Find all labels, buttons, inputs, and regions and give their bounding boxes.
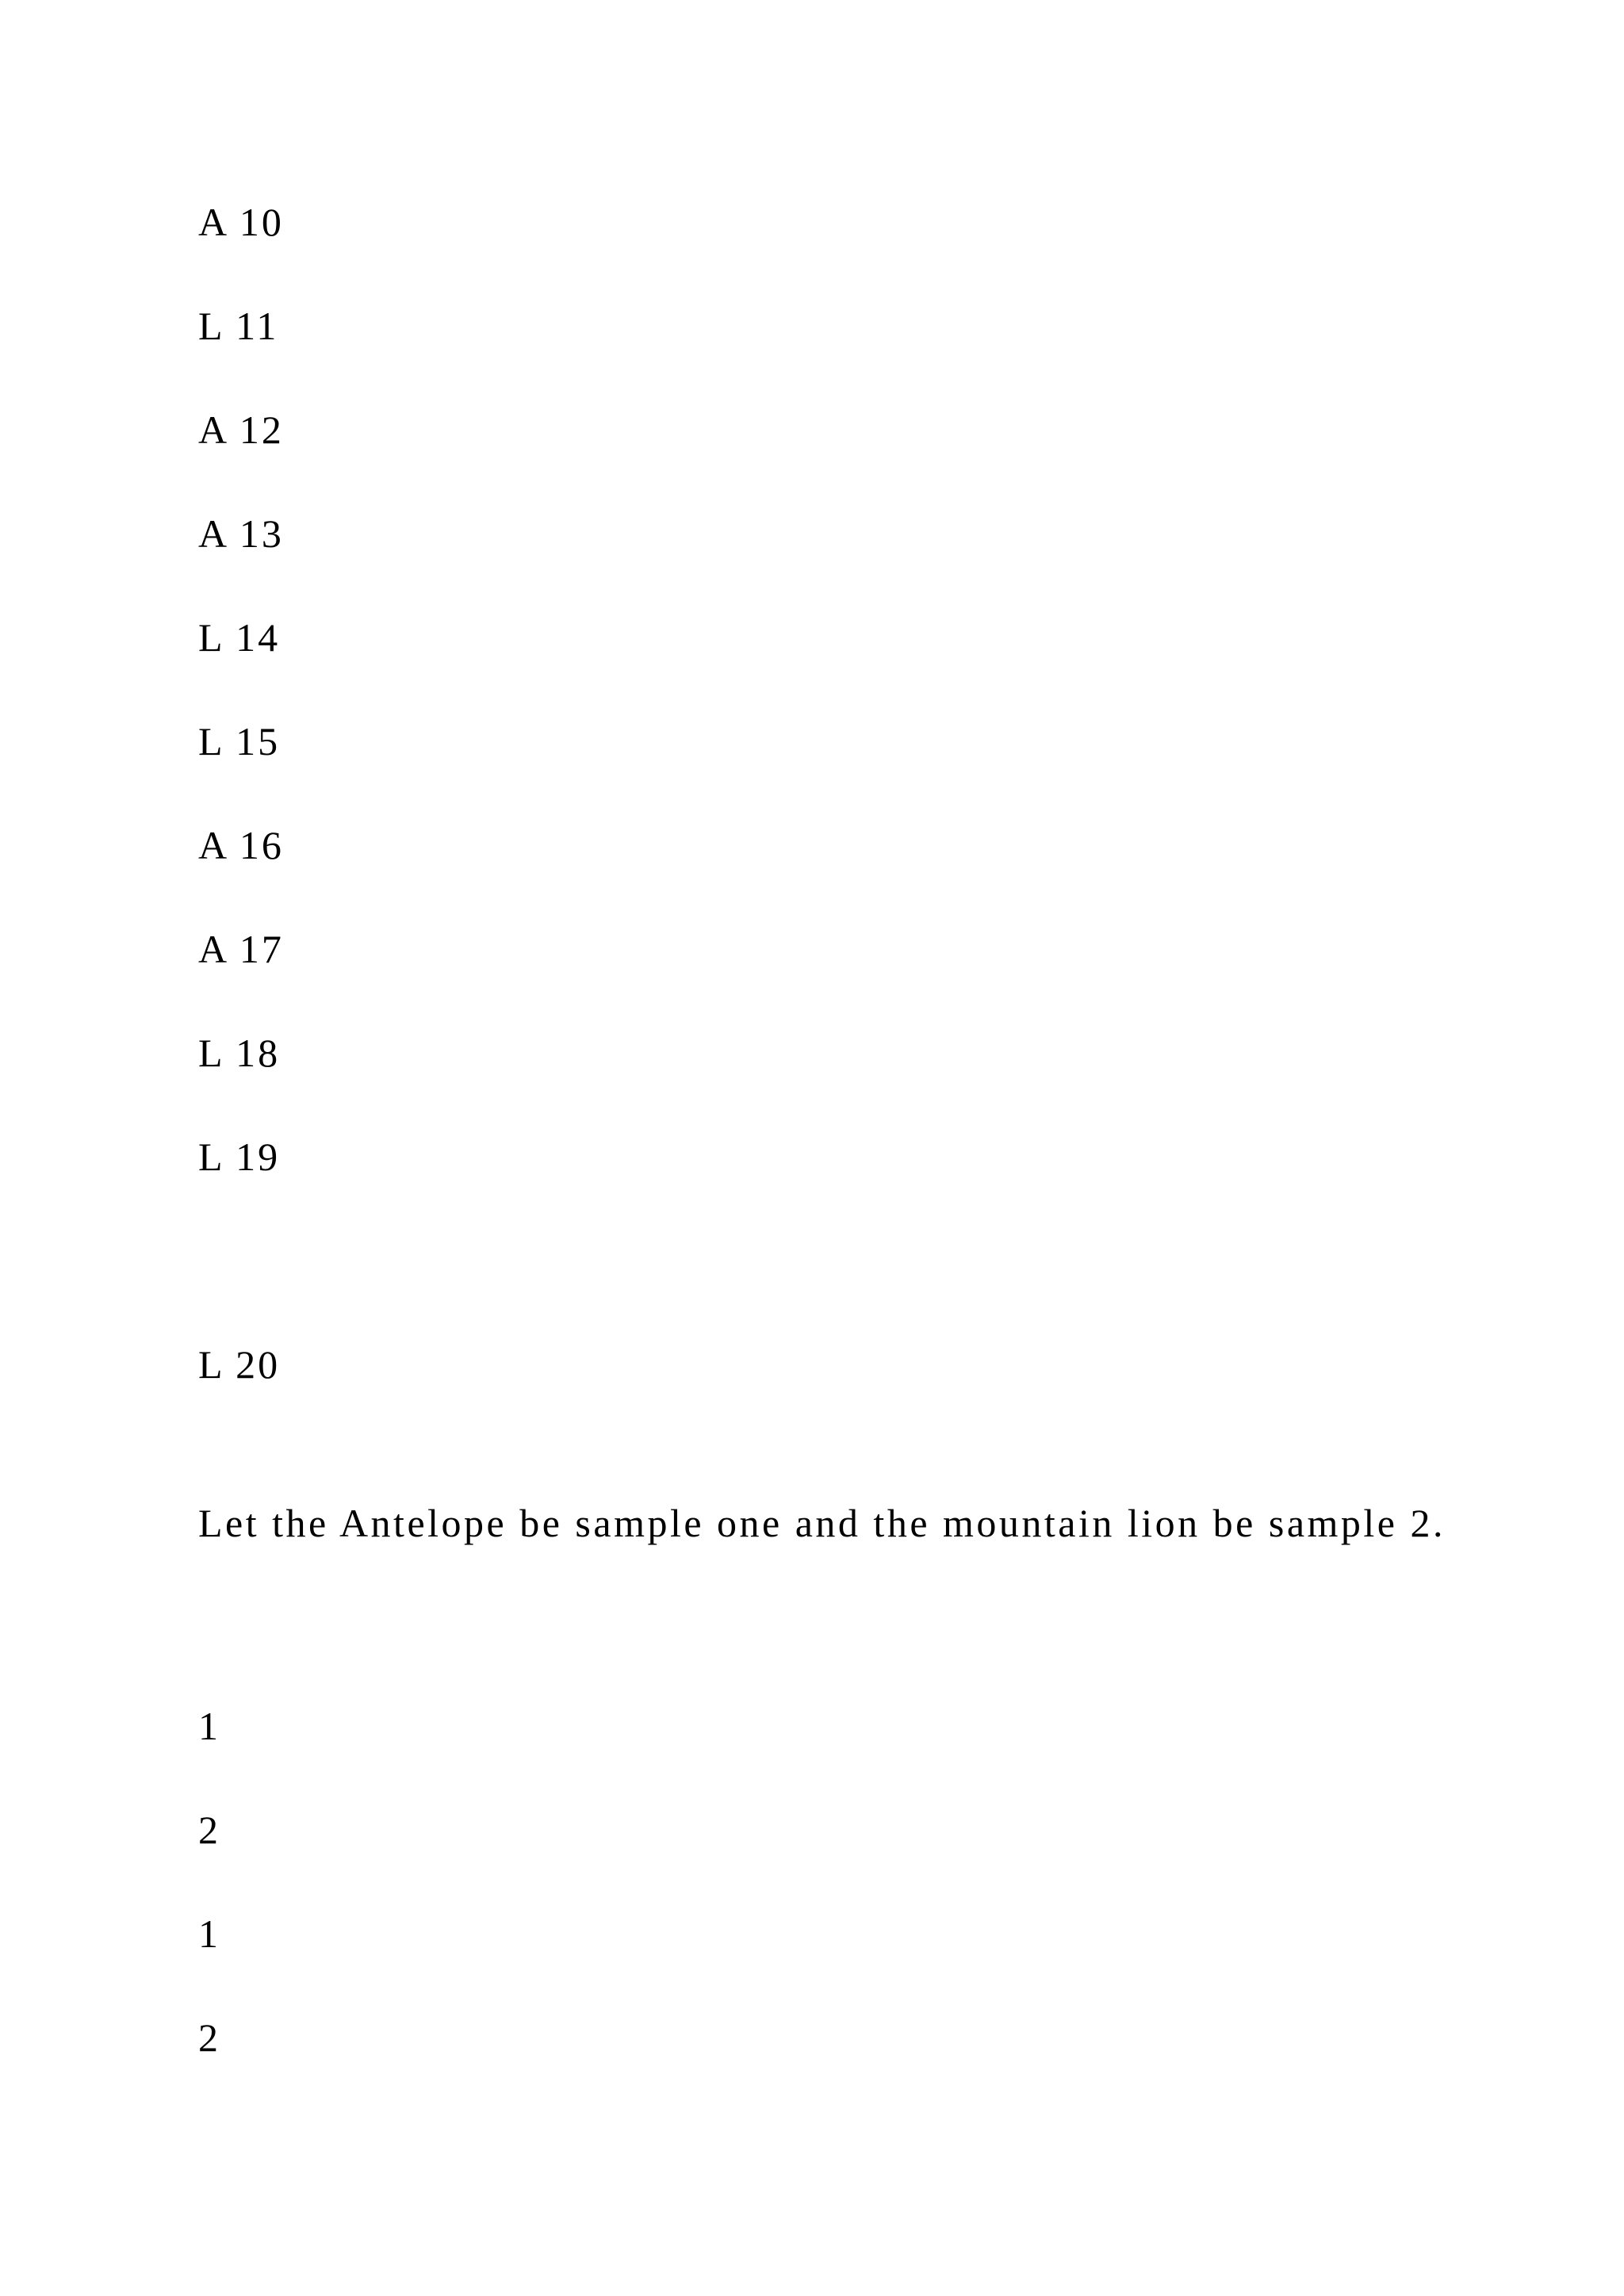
entry-line: L 11 xyxy=(198,304,279,348)
entry-line: A 12 xyxy=(198,408,284,452)
entry-line: L 14 xyxy=(198,615,281,660)
entry-line: L 19 xyxy=(198,1135,281,1179)
sample-number-line: 1 xyxy=(198,1704,220,1748)
entry-line: A 13 xyxy=(198,511,284,556)
entry-line: L 15 xyxy=(198,719,281,763)
entry-line: A 10 xyxy=(198,200,284,244)
entry-line: A 17 xyxy=(198,927,284,971)
entry-line: A 16 xyxy=(198,823,284,867)
sample-number-line: 2 xyxy=(198,2015,220,2060)
sample-definition-paragraph: Let the Antelope be sample one and the mountain lion be sample 2. xyxy=(198,1501,1446,1545)
sample-number-line: 1 xyxy=(198,1911,220,1956)
entry-line: L 18 xyxy=(198,1031,281,1075)
entry-line: L 20 xyxy=(198,1342,281,1387)
sample-number-line: 2 xyxy=(198,1808,220,1852)
